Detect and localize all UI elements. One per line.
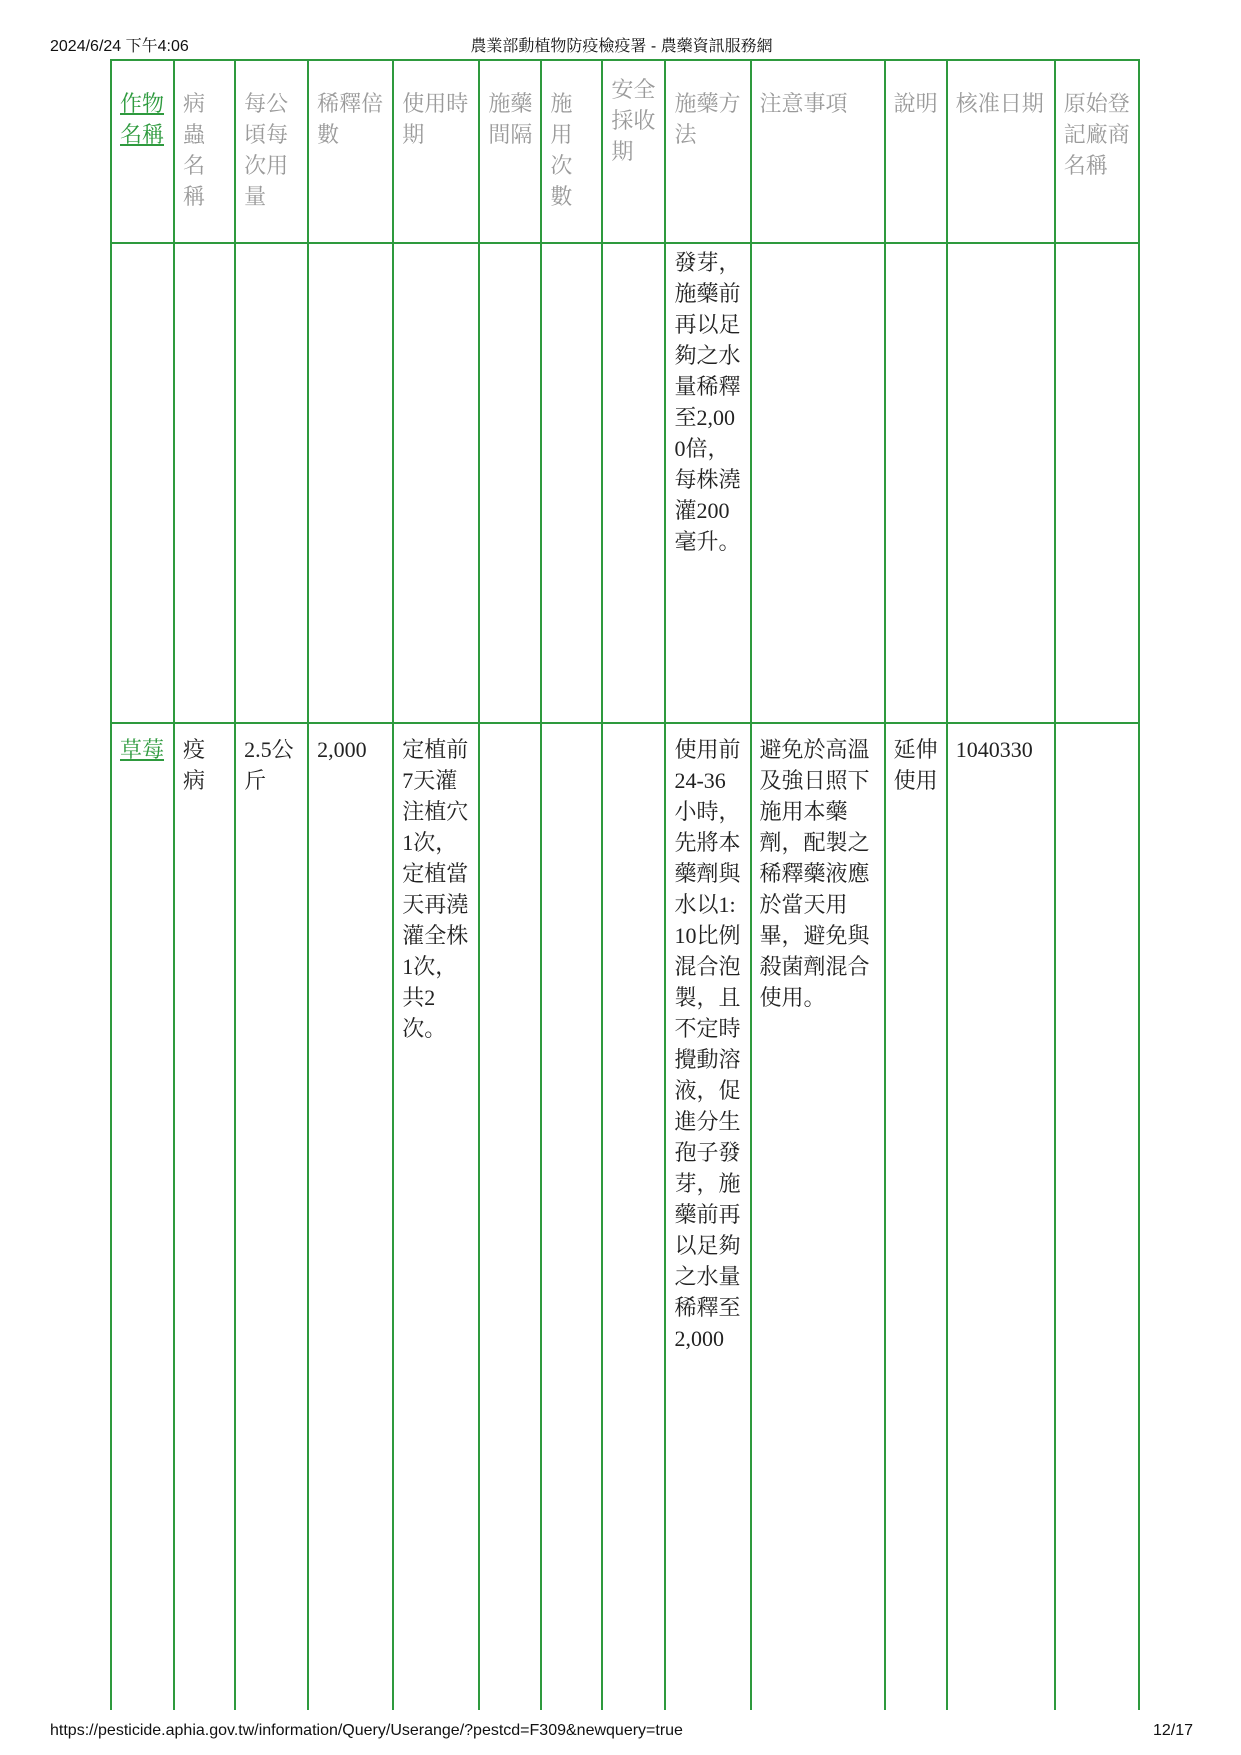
cell-dose: 2.5公斤 [235,723,308,1710]
cell-phi [602,243,665,723]
cell-dilution [308,243,393,723]
usage-table [110,59,1140,1710]
header-approval-date: 核准日期 [947,60,1055,243]
cell-dilution: 2,000 [308,723,393,1710]
table-row [111,723,1139,1710]
cell-phi [602,723,665,1710]
header-interval: 施藥間隔 [479,60,541,243]
header-dilution: 稀釋倍數 [308,60,393,243]
crop-link[interactable]: 草莓 [120,737,165,762]
cell-crop [111,243,174,723]
header-pest: 病蟲名稱 [174,60,235,243]
cell-remark [885,243,947,723]
cell-timing: 定植前7天灌注植穴1次，定植當天再澆灌全株1次，共2次。 [393,723,479,1710]
header-dose: 每公頃每次用量 [235,60,308,243]
table-row-continued [111,243,1139,723]
print-page-title: 農業部動植物防疫檢疫署 - 農藥資訊服務網 [470,38,773,55]
header-remark: 說明 [885,60,947,243]
cell-remark: 延伸使用 [885,723,947,1710]
header-notes: 注意事項 [751,60,885,243]
print-header [50,33,1193,55]
cell-registrant [1055,723,1139,1710]
table-header-row [111,60,1139,243]
cell-dose [235,243,308,723]
header-timing: 使用時期 [393,60,479,243]
cell-pest [174,243,235,723]
cell-interval [479,723,541,1710]
header-crop-label[interactable]: 作物名稱 [120,92,165,148]
cell-method: 發芽，施藥前再以足夠之水量稀釋至2,000倍，每株澆灌200毫升。 [665,243,750,723]
header-crop[interactable] [111,60,174,243]
cell-registrant [1055,243,1139,723]
cell-interval [479,243,541,723]
cell-times [541,243,602,723]
cell-approval-date [947,243,1055,723]
print-datetime: 2024/6/24 下午4:06 [50,38,189,55]
cell-approval-date: 1040330 [947,723,1055,1710]
cell-times [541,723,602,1710]
usage-table-container [110,59,1140,1710]
header-phi: 安全採收期 [602,60,665,243]
print-url: https://pesticide.aphia.gov.tw/information/Query/Userange/?pestcd=F309&newquery=true [50,1722,683,1739]
header-times: 施用次數 [541,60,602,243]
print-page-number: 12/17 [1152,1722,1193,1739]
cell-notes: 避免於高溫及強日照下施用本藥劑，配製之稀釋藥液應於當天用畢，避免與殺菌劑混合使用。 [751,723,885,1710]
cell-method: 使用前24-36小時，先將本藥劑與水以1:10比例混合泡製，且不定時攪動溶液，促進分生孢子發芽，施藥前再以足夠之水量稀釋至2,000 [665,723,750,1710]
header-method: 施藥方法 [665,60,750,243]
cell-pest: 疫病 [174,723,235,1710]
cell-notes [751,243,885,723]
cell-crop[interactable] [111,723,174,1710]
print-footer [50,1722,1193,1744]
cell-timing [393,243,479,723]
header-registrant: 原始登記廠商名稱 [1055,60,1139,243]
